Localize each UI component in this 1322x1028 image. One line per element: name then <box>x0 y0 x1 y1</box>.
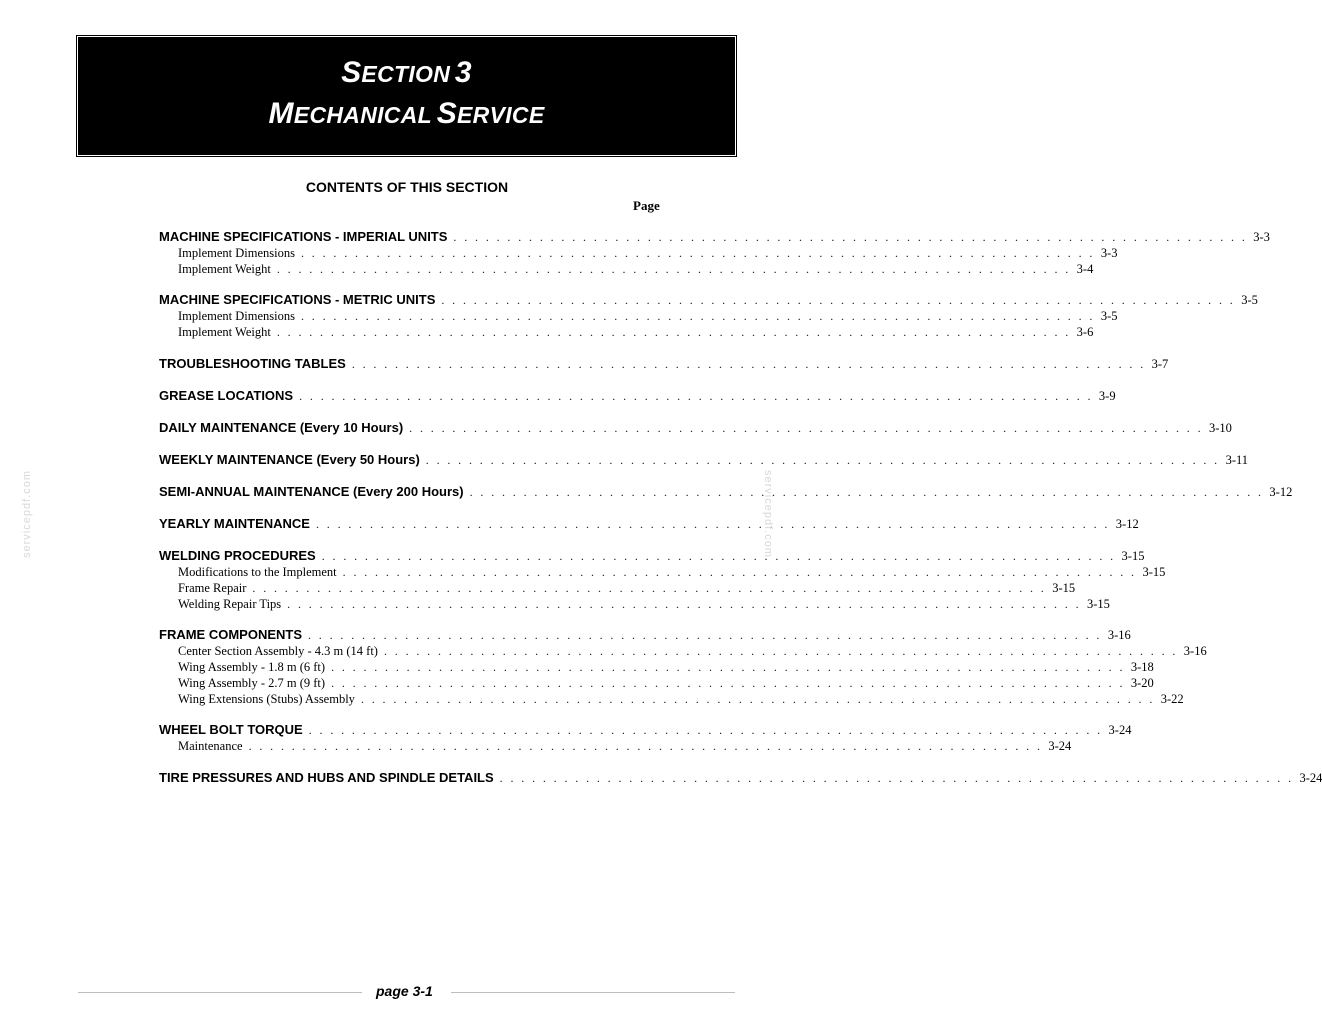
leader-dots: . . . . . . . . . . . . . . . . . . . . . . . . . . . . . . . . . . . . . . . . . . . . . . . . . . . . . . . . . . . . . . . . . . . . . . . . . . <box>287 597 1081 611</box>
watermark-left: servicepdf.com <box>21 470 33 558</box>
toc-entry-title: MACHINE SPECIFICATIONS - METRIC UNITS <box>159 292 436 307</box>
leader-dots: . . . . . . . . . . . . . . . . . . . . . . . . . . . . . . . . . . . . . . . . . . . . . . . . . . . . . . . . . . . . . . . . . . . . . . . . . . <box>331 676 1125 690</box>
leader-dots: . . . . . . . . . . . . . . . . . . . . . . . . . . . . . . . . . . . . . . . . . . . . . . . . . . . . . . . . . . . . . . . . . . . . . . . . . . <box>301 246 1095 260</box>
toc-subentry-page: 3-22 <box>1160 692 1184 706</box>
toc-subentry <box>159 581 1076 597</box>
page-number: page 3-1 <box>376 983 433 999</box>
toc-entry-title: FRAME COMPONENTS <box>159 627 302 642</box>
toc-subentry <box>159 597 1110 613</box>
toc-entry-page: 3-7 <box>1151 357 1169 371</box>
toc-entry <box>159 292 1258 309</box>
toc-entry <box>159 548 1145 565</box>
toc-entry-title: DAILY MAINTENANCE (Every 10 Hours) <box>159 420 404 435</box>
toc-subentry-title: Center Section Assembly - 4.3 m (14 ft) <box>178 644 378 658</box>
toc-entry-title: TIRE PRESSURES AND HUBS AND SPINDLE DETAILS <box>159 770 494 785</box>
toc-subentry-page: 3-15 <box>1086 597 1110 611</box>
toc-entry <box>159 229 1270 246</box>
leader-dots: . . . . . . . . . . . . . . . . . . . . . . . . . . . . . . . . . . . . . . . . . . . . . . . . . . . . . . . . . . . . . . . . . . . . . . . . . . <box>276 262 1071 276</box>
footer-rule-right <box>451 992 735 993</box>
toc-subentry <box>159 246 1118 262</box>
toc-entry-page: 3-15 <box>1121 549 1145 563</box>
toc-subentry-page: 3-15 <box>1052 581 1076 595</box>
section-number: SECTION 3 <box>341 56 472 89</box>
toc-entry-page: 3-24 <box>1108 723 1132 737</box>
footer-rule-left <box>78 992 362 993</box>
toc-entry-title: WEEKLY MAINTENANCE (Every 50 Hours) <box>159 452 420 467</box>
toc-subentry-page: 3-3 <box>1100 246 1118 260</box>
toc-entry-page: 3-10 <box>1208 421 1232 435</box>
leader-dots: . . . . . . . . . . . . . . . . . . . . . . . . . . . . . . . . . . . . . . . . . . . . . . . . . . . . . . . . . . . . . . . . . . . . . . . . . . <box>315 517 1110 531</box>
leader-dots: . . . . . . . . . . . . . . . . . . . . . . . . . . . . . . . . . . . . . . . . . . . . . . . . . . . . . . . . . . . . . . . . . . . . . . . . . . <box>252 581 1047 595</box>
toc-entry-title: WELDING PROCEDURES <box>159 548 316 563</box>
toc-subentry <box>159 660 1154 676</box>
toc-entry-page: 3-16 <box>1107 628 1131 642</box>
toc-entry-page: 3-5 <box>1241 293 1258 307</box>
toc-entry <box>159 722 1132 739</box>
toc-subentry-title: Implement Weight <box>178 262 271 276</box>
toc-entry <box>159 516 1139 533</box>
toc-entry <box>159 420 1232 437</box>
toc-entry-page: 3-12 <box>1269 485 1293 499</box>
leader-dots: . . . . . . . . . . . . . . . . . . . . . . . . . . . . . . . . . . . . . . . . . . . . . . . . . . . . . . . . . . . . . . . . . . . . . . . . . . <box>299 389 1093 403</box>
toc-entry-page: 3-24 <box>1299 771 1322 785</box>
toc-entry <box>159 356 1169 373</box>
leader-dots: . . . . . . . . . . . . . . . . . . . . . . . . . . . . . . . . . . . . . . . . . . . . . . . . . . . . . . . . . . . . . . . . . . . . . . . . . . <box>453 230 1248 244</box>
leader-dots: . . . . . . . . . . . . . . . . . . . . . . . . . . . . . . . . . . . . . . . . . . . . . . . . . . . . . . . . . . . . . . . . . . . . . . . . . . <box>301 309 1095 323</box>
toc-subentry <box>159 676 1154 692</box>
leader-dots: . . . . . . . . . . . . . . . . . . . . . . . . . . . . . . . . . . . . . . . . . . . . . . . . . . . . . . . . . . . . . . . . . . . . . . . . . . <box>308 628 1102 642</box>
toc-subentry-page: 3-24 <box>1048 739 1072 753</box>
leader-dots: . . . . . . . . . . . . . . . . . . . . . . . . . . . . . . . . . . . . . . . . . . . . . . . . . . . . . . . . . . . . . . . . . . . . . . . . . . <box>469 485 1264 499</box>
toc-subentry <box>159 644 1207 660</box>
toc-subentry-title: Modifications to the Implement <box>178 565 337 579</box>
leader-dots: . . . . . . . . . . . . . . . . . . . . . . . . . . . . . . . . . . . . . . . . . . . . . . . . . . . . . . . . . . . . . . . . . . . . . . . . . . <box>425 453 1220 467</box>
section-title-banner <box>78 37 735 155</box>
toc-subentry <box>159 692 1184 708</box>
leader-dots: . . . . . . . . . . . . . . . . . . . . . . . . . . . . . . . . . . . . . . . . . . . . . . . . . . . . . . . . . . . . . . . . . . . . . . . . . . <box>276 325 1071 339</box>
toc-entry-title: TROUBLESHOOTING TABLES <box>159 356 346 371</box>
toc-entry <box>159 388 1116 405</box>
leader-dots: . . . . . . . . . . . . . . . . . . . . . . . . . . . . . . . . . . . . . . . . . . . . . . . . . . . . . . . . . . . . . . . . . . . . . . . . . . <box>441 293 1236 307</box>
section-title: MECHANICAL SERVICE <box>268 97 545 130</box>
toc-subentry-page: 3-6 <box>1076 325 1094 339</box>
toc-subentry-page: 3-20 <box>1130 676 1154 690</box>
toc-subentry-page: 3-18 <box>1130 660 1154 674</box>
toc-entry <box>159 627 1131 644</box>
leader-dots: . . . . . . . . . . . . . . . . . . . . . . . . . . . . . . . . . . . . . . . . . . . . . . . . . . . . . . . . . . . . . . . . . . . . . . . . . . <box>351 357 1146 371</box>
toc-subentry-title: Implement Dimensions <box>178 309 295 323</box>
toc-subentry-page: 3-5 <box>1100 309 1118 323</box>
toc-entry <box>159 452 1249 469</box>
toc-subentry <box>159 262 1094 278</box>
page-column-label: Page <box>633 198 660 213</box>
watermark-right: servicepdf.com <box>762 470 774 558</box>
toc-entry-page: 3-11 <box>1225 453 1249 467</box>
leader-dots: . . . . . . . . . . . . . . . . . . . . . . . . . . . . . . . . . . . . . . . . . . . . . . . . . . . . . . . . . . . . . . . . . . . . . . . . . . <box>499 771 1294 785</box>
toc-subentry-title: Implement Weight <box>178 325 271 339</box>
toc-entry-page: 3-9 <box>1098 389 1116 403</box>
leader-dots: . . . . . . . . . . . . . . . . . . . . . . . . . . . . . . . . . . . . . . . . . . . . . . . . . . . . . . . . . . . . . . . . . . . . . . . . . . <box>383 644 1178 658</box>
toc-subentry-title: Wing Extensions (Stubs) Assembly <box>178 692 355 706</box>
toc-subentry-page: 3-4 <box>1076 262 1094 276</box>
toc-subentry-title: Maintenance <box>178 739 243 753</box>
toc-subentry-title: Welding Repair Tips <box>178 597 282 611</box>
leader-dots: . . . . . . . . . . . . . . . . . . . . . . . . . . . . . . . . . . . . . . . . . . . . . . . . . . . . . . . . . . . . . . . . . . . . . . . . . . <box>321 549 1116 563</box>
toc-subentry <box>159 309 1118 325</box>
leader-dots: . . . . . . . . . . . . . . . . . . . . . . . . . . . . . . . . . . . . . . . . . . . . . . . . . . . . . . . . . . . . . . . . . . . . . . . . . . <box>360 692 1155 706</box>
leader-dots: . . . . . . . . . . . . . . . . . . . . . . . . . . . . . . . . . . . . . . . . . . . . . . . . . . . . . . . . . . . . . . . . . . . . . . . . . . <box>342 565 1137 579</box>
toc-subentry-page: 3-16 <box>1183 644 1207 658</box>
leader-dots: . . . . . . . . . . . . . . . . . . . . . . . . . . . . . . . . . . . . . . . . . . . . . . . . . . . . . . . . . . . . . . . . . . . . . . . . . . <box>248 739 1043 753</box>
toc-entry-title: YEARLY MAINTENANCE <box>159 516 310 531</box>
toc-entry-title: MACHINE SPECIFICATIONS - IMPERIAL UNITS <box>159 229 448 244</box>
toc-entry <box>159 484 1293 501</box>
toc-entry-title: GREASE LOCATIONS <box>159 388 294 403</box>
toc-subentry <box>159 565 1166 581</box>
leader-dots: . . . . . . . . . . . . . . . . . . . . . . . . . . . . . . . . . . . . . . . . . . . . . . . . . . . . . . . . . . . . . . . . . . . . . . . . . . <box>331 660 1125 674</box>
toc-entry-page: 3-3 <box>1253 230 1270 244</box>
toc-entry-title: WHEEL BOLT TORQUE <box>159 722 303 737</box>
toc-subentry-title: Implement Dimensions <box>178 246 295 260</box>
toc-entry-title: SEMI-ANNUAL MAINTENANCE (Every 200 Hours) <box>159 484 464 499</box>
leader-dots: . . . . . . . . . . . . . . . . . . . . . . . . . . . . . . . . . . . . . . . . . . . . . . . . . . . . . . . . . . . . . . . . . . . . . . . . . . <box>308 723 1103 737</box>
toc-subentry-title: Wing Assembly - 2.7 m (9 ft) <box>178 676 326 690</box>
toc-entry-page: 3-12 <box>1115 517 1139 531</box>
toc-entry <box>159 770 1322 787</box>
contents-heading: CONTENTS OF THIS SECTION <box>305 179 509 195</box>
toc-subentry <box>159 325 1094 341</box>
toc-subentry-title: Frame Repair <box>178 581 247 595</box>
toc-subentry <box>159 739 1072 755</box>
toc-subentry-page: 3-15 <box>1142 565 1166 579</box>
leader-dots: . . . . . . . . . . . . . . . . . . . . . . . . . . . . . . . . . . . . . . . . . . . . . . . . . . . . . . . . . . . . . . . . . . . . . . . . . . <box>409 421 1203 435</box>
toc-subentry-title: Wing Assembly - 1.8 m (6 ft) <box>178 660 326 674</box>
